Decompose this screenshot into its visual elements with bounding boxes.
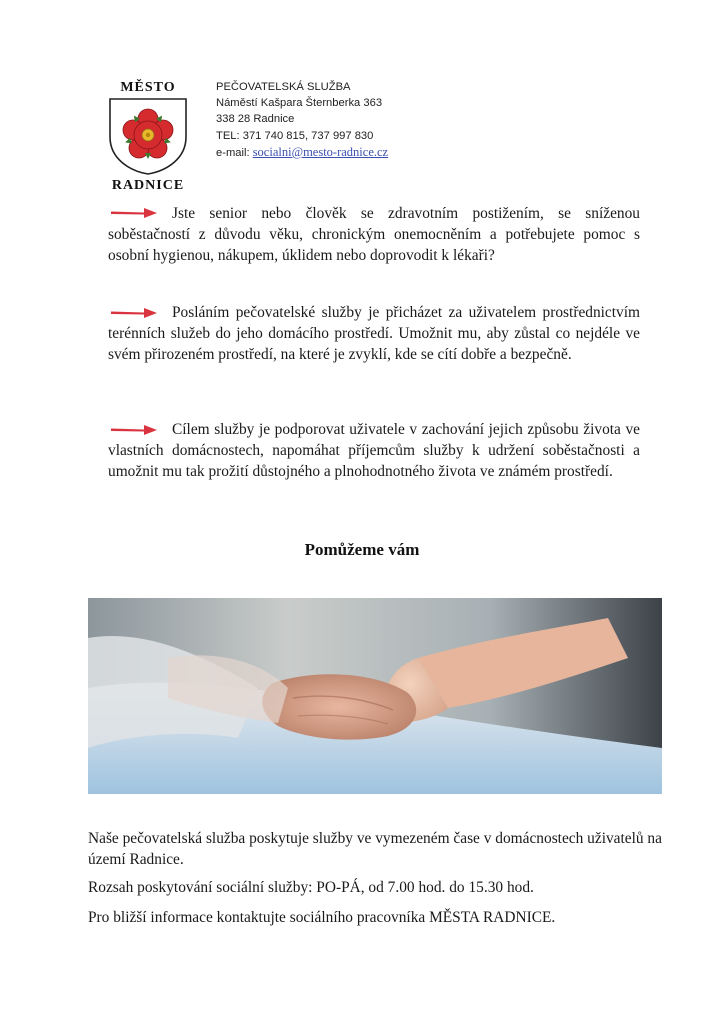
footer-paragraph-hours: Rozsah poskytování sociální služby: PO-PÁ, od 7.00 hod. do 15.30 hod.: [88, 879, 534, 896]
email-link[interactable]: socialni@mesto-radnice.cz: [252, 144, 389, 159]
rose-coat-of-arms-icon: [106, 97, 190, 175]
email-line: [216, 144, 516, 161]
paragraph-mission: Posláním pečovatelské služby je přicházet za uživatelem prostřednictvím terénních služeb do jeho domácího prostředí. Umožnit mu, aby zůstal co nejdéle ve svém přirozeném prostředí, na které je zvyklí, kde se cítí dobře a bezpečně.: [108, 304, 640, 363]
contact-block: [216, 79, 516, 161]
org-name: PEČOVATELSKÁ SLUŽBA: [216, 81, 351, 93]
crest-top-text: MĚSTO: [120, 80, 176, 95]
section-heading: Pomůžeme vám: [304, 540, 420, 559]
holding-hands-photo: [88, 598, 662, 794]
coat-of-arms: [98, 80, 198, 198]
footer-paragraph-service: Naše pečovatelská služba poskytuje služby ve vymezeném čase v domácnostech uživatelů na území Radnice.: [88, 830, 662, 868]
paragraph-intro: Jste senior nebo člověk se zdravotním postižením, se sníženou soběstačností z důvodu věku, chronickým onemocněním a potřebujete pomoc s osobní hygienou, nákupem, úklidem nebo doprovodit k lékaři?: [108, 205, 640, 264]
email-label: e-mail:: [216, 146, 253, 159]
footer-paragraph-contact: Pro bližší informace kontaktujte sociálního pracovníka MĚSTA RADNICE.: [88, 909, 556, 926]
crest-bottom-text: RADNICE: [111, 178, 185, 193]
street-address: Náměstí Kašpara Šternberka 363: [216, 97, 383, 110]
phone-numbers: TEL: 371 740 815, 737 997 830: [216, 129, 374, 142]
paragraph-goal: Cílem služby je podporovat uživatele v zachování jejich způsobu života ve vlastních domácnostech, napomáhat příjemcům služby k udržení soběstačnosti a umožnit mu tak prožití důstojného a plnohodnotného života ve známém prostředí.: [108, 421, 640, 480]
city-address: 338 28 Radnice: [216, 113, 295, 126]
